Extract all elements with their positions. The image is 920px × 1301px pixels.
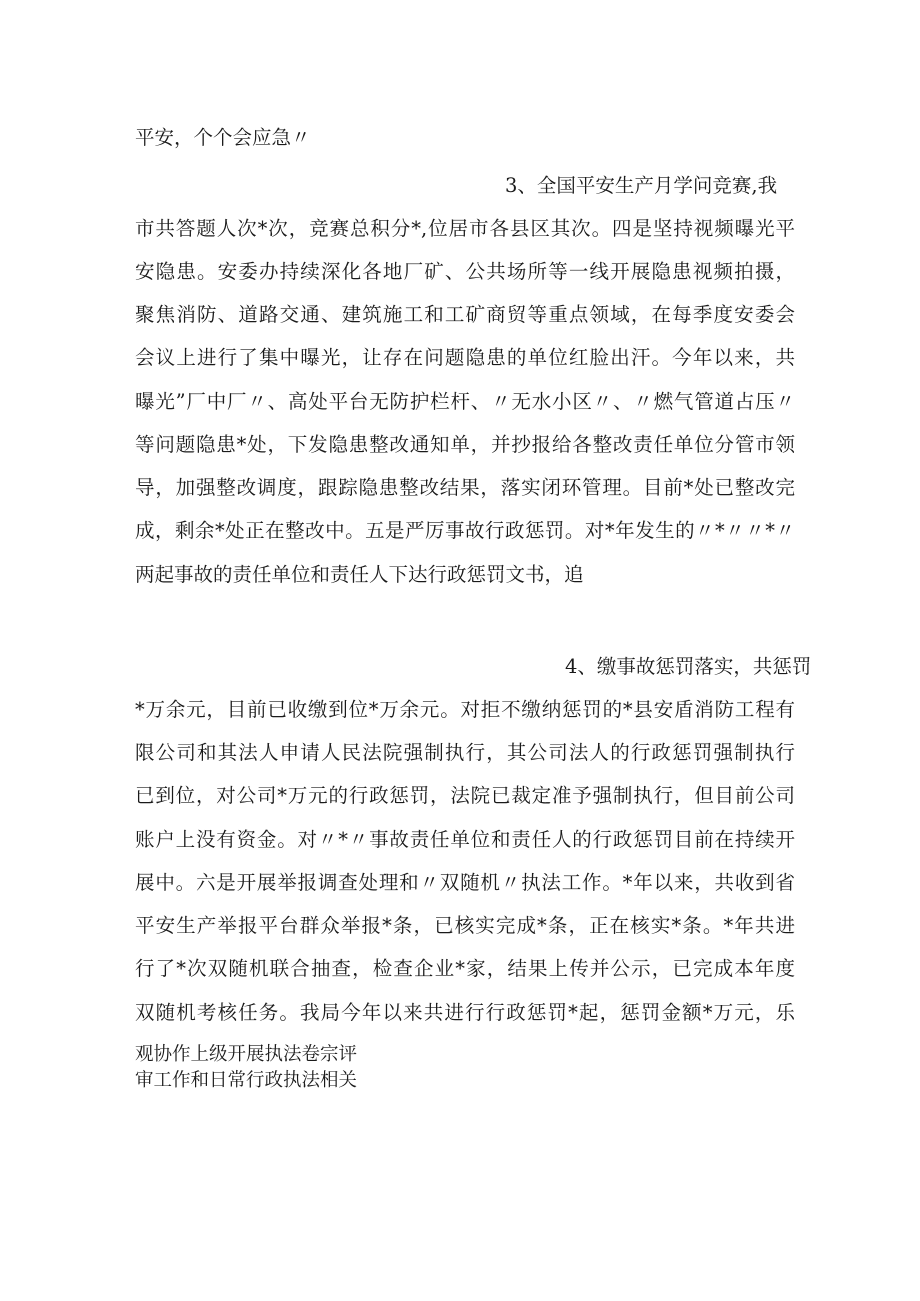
text-line: 曝光”厂中厂〃、高处平台无防护栏杆、〃无水小区〃、〃燃气管道占压〃 bbox=[135, 390, 795, 413]
text-line: 会议上进行了集中曝光，让存在问题隐患的单位红脸出汗。今年以来，共 bbox=[135, 346, 795, 369]
text-line: 安隐患。安委办持续深化各地厂矿、公共场所等一线开展隐患视频拍摄， bbox=[135, 260, 795, 283]
text-line: 限公司和其法人申请人民法院强制执行，其公司法人的行政惩罚强制执行 bbox=[135, 741, 795, 764]
text-line: 聚焦消防、道路交通、建筑施工和工矿商贸等重点领域，在每季度安委会 bbox=[135, 303, 795, 326]
text-line: 导，加强整改调度，跟踪隐患整改结果，落实闭环管理。目前*处已整改完 bbox=[135, 476, 795, 499]
text-line: 审工作和日常行政执法相关 bbox=[135, 1070, 358, 1091]
text-line: 平安生产举报平台群众举报*条，已核实完成*条，正在核实*条。*年共进 bbox=[135, 914, 795, 937]
text-line: 两起事故的责任单位和责任人下达行政惩罚文书，追 bbox=[135, 563, 584, 586]
text-line-heading-4: 4、缴事故惩罚落实，共惩罚 bbox=[565, 655, 812, 678]
text-line: 市共答题人次*次，竞赛总积分*,位居市各县区其次。四是坚持视频曝光平 bbox=[135, 217, 795, 240]
text-line: 平安，个个会应急〃 bbox=[135, 126, 311, 149]
text-line-heading-3: 3、全国平安生产月学问竞赛,我 bbox=[505, 174, 778, 197]
text-line: 账户上没有资金。对〃*〃事故责任单位和责任人的行政惩罚目前在持续开 bbox=[135, 828, 795, 851]
text-line: 成，剩余*处正在整改中。五是严厉事故行政惩罚。对*年发生的〃*〃〃*〃 bbox=[135, 519, 795, 542]
text-line: 展中。六是开展举报调查处理和〃双随机〃执法工作。*年以来，共收到省 bbox=[135, 871, 795, 894]
text-line: 已到位，对公司*万元的行政惩罚，法院已裁定准予强制执行，但目前公司 bbox=[135, 784, 795, 807]
text-line: *万余元，目前已收缴到位*万余元。对拒不缴纳惩罚的*县安盾消防工程有 bbox=[135, 698, 795, 721]
text-line: 双随机考核任务。我局今年以来共进行行政惩罚*起，惩罚金额*万元，乐 bbox=[135, 1001, 795, 1024]
text-line: 等问题隐患*处，下发隐患整改通知单，并抄报给各整改责任单位分管市领 bbox=[135, 433, 795, 456]
text-line: 行了*次双随机联合抽查，检查企业*家，结果上传并公示，已完成本年度 bbox=[135, 957, 795, 980]
text-line: 观协作上级开展执法卷宗评 bbox=[135, 1044, 358, 1065]
